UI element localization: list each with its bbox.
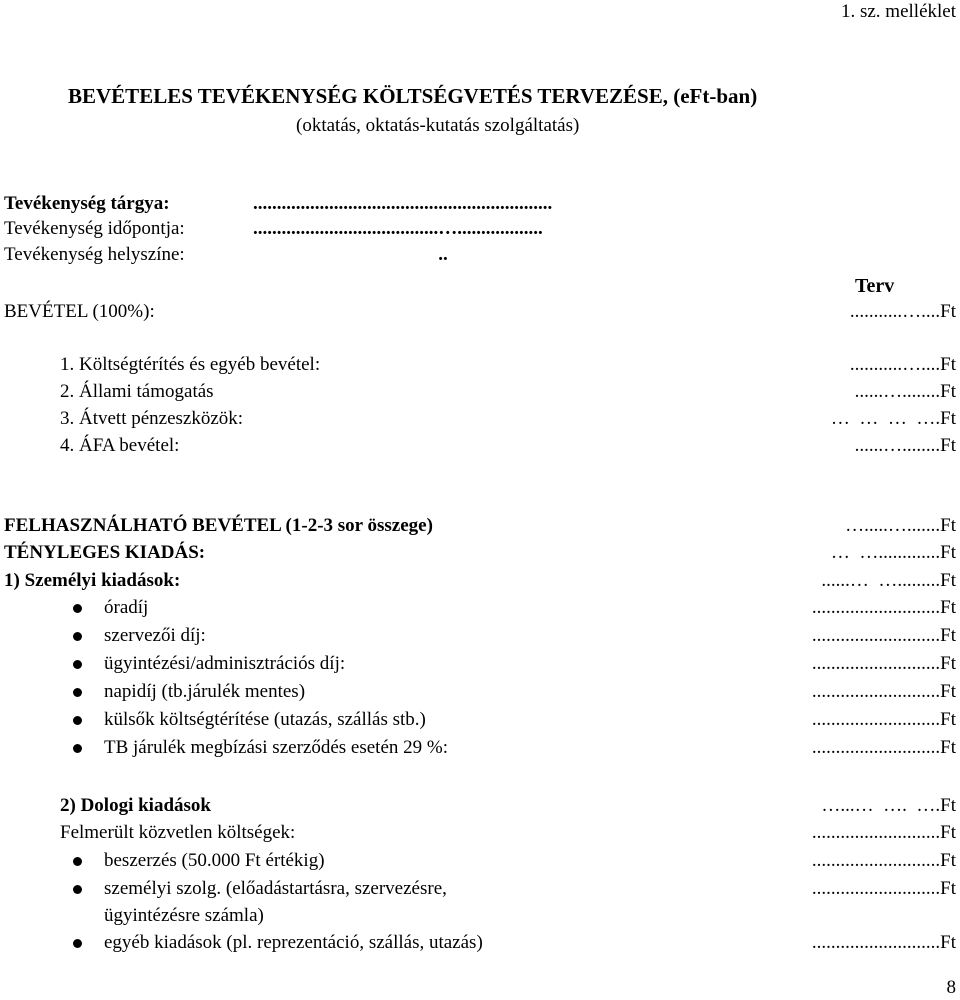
personal-item-label: óradíj [104, 597, 149, 618]
bullet-icon [73, 857, 82, 866]
revenue-item-label: 3. Átvett pénzeszközök: [60, 408, 244, 429]
personal-item-label: TB járulék megbízási szerződés esetén 29 %: [104, 737, 448, 758]
material-item-label: egyéb kiadások (pl. reprezentáció, szállás, utazás) [104, 932, 483, 953]
usable-revenue-value: ….....….......Ft [845, 515, 956, 536]
bullet-icon [73, 939, 82, 948]
bullet-icon [73, 716, 82, 725]
personal-expense-label: 1) Személyi kiadások: [4, 570, 181, 591]
revenue-item-value: ......…........Ft [854, 435, 956, 456]
actual-expense-label: TÉNYLEGES KIADÁS: [4, 542, 206, 563]
revenue-item-label: 4. ÁFA bevétel: [60, 435, 180, 456]
bullet-icon [73, 660, 82, 669]
actual-expense-value: … ….............Ft [830, 542, 956, 563]
material-expense-value: …...… …. ….Ft [821, 795, 956, 816]
document-title: BEVÉTELES TEVÉKENYSÉG KÖLTSÉGVETÉS TERVEZÉSE, (eFt-ban) [68, 84, 758, 108]
material-item-value: ...........................Ft [811, 850, 956, 871]
revenue-item-label: 2. Állami támogatás [60, 381, 214, 402]
personal-item-value: ...........................Ft [811, 681, 956, 702]
personal-item-label: napidíj (tb.járulék mentes) [104, 681, 306, 702]
personal-item-value: ...........................Ft [811, 737, 956, 758]
personal-item-value: ...........................Ft [811, 709, 956, 730]
info-label-date: Tevékenység időpontja: [4, 218, 185, 239]
personal-item-label: külsők költségtérítése (utazás, szállás stb.) [104, 709, 426, 730]
bullet-icon [73, 632, 82, 641]
revenue-item-value: … … … ….Ft [830, 408, 956, 429]
info-label-place: Tevékenység helyszíne: [4, 244, 185, 265]
personal-item-value: ...........................Ft [811, 597, 956, 618]
material-item-label: beszerzés (50.000 Ft értékig) [104, 850, 325, 871]
personal-item-label: ügyintézési/adminisztrációs díj: [104, 653, 346, 674]
revenue-value: ...........…....Ft [849, 301, 956, 322]
bullet-icon [73, 604, 82, 613]
info-value-place: .. [253, 244, 448, 265]
revenue-item-value: ......…........Ft [854, 381, 956, 402]
plan-header: Terv [855, 275, 895, 297]
info-value-subject: ............................................................... [253, 193, 553, 214]
personal-item-value: ...........................Ft [811, 625, 956, 646]
personal-item-label: szervezői díj: [104, 625, 206, 646]
material-expense-label: 2) Dologi kiadások [60, 795, 211, 816]
bullet-icon [73, 885, 82, 894]
bullet-icon [73, 744, 82, 753]
info-value-date: .......................................….................. [253, 218, 543, 239]
material-item-value: ...........................Ft [811, 878, 956, 899]
personal-item-value: ...........................Ft [811, 653, 956, 674]
direct-costs-label: Felmerült közvetlen költségek: [60, 822, 296, 843]
page-number: 8 [946, 977, 956, 998]
usable-revenue-label: FELHASZNÁLHATÓ BEVÉTEL (1-2-3 sor összege) [4, 515, 433, 536]
revenue-item-value: ...........…....Ft [849, 354, 956, 375]
material-item-label: személyi szolg. (előadástartásra, szervezésre, [104, 878, 447, 899]
material-item-label-continued: ügyintézésre számla) [104, 905, 264, 926]
revenue-label: BEVÉTEL (100%): [4, 301, 155, 322]
info-label-subject: Tevékenység tárgya: [4, 193, 170, 214]
revenue-item-label: 1. Költségtérítés és egyéb bevétel: [60, 354, 321, 375]
bullet-icon [73, 688, 82, 697]
material-item-value: ...........................Ft [811, 932, 956, 953]
direct-costs-value: ...........................Ft [811, 822, 956, 843]
annex-label: 1. sz. melléklet [840, 1, 956, 22]
personal-expense-value: ......… ….........Ft [821, 570, 956, 591]
document-subtitle: (oktatás, oktatás-kutatás szolgáltatás) [296, 115, 580, 136]
